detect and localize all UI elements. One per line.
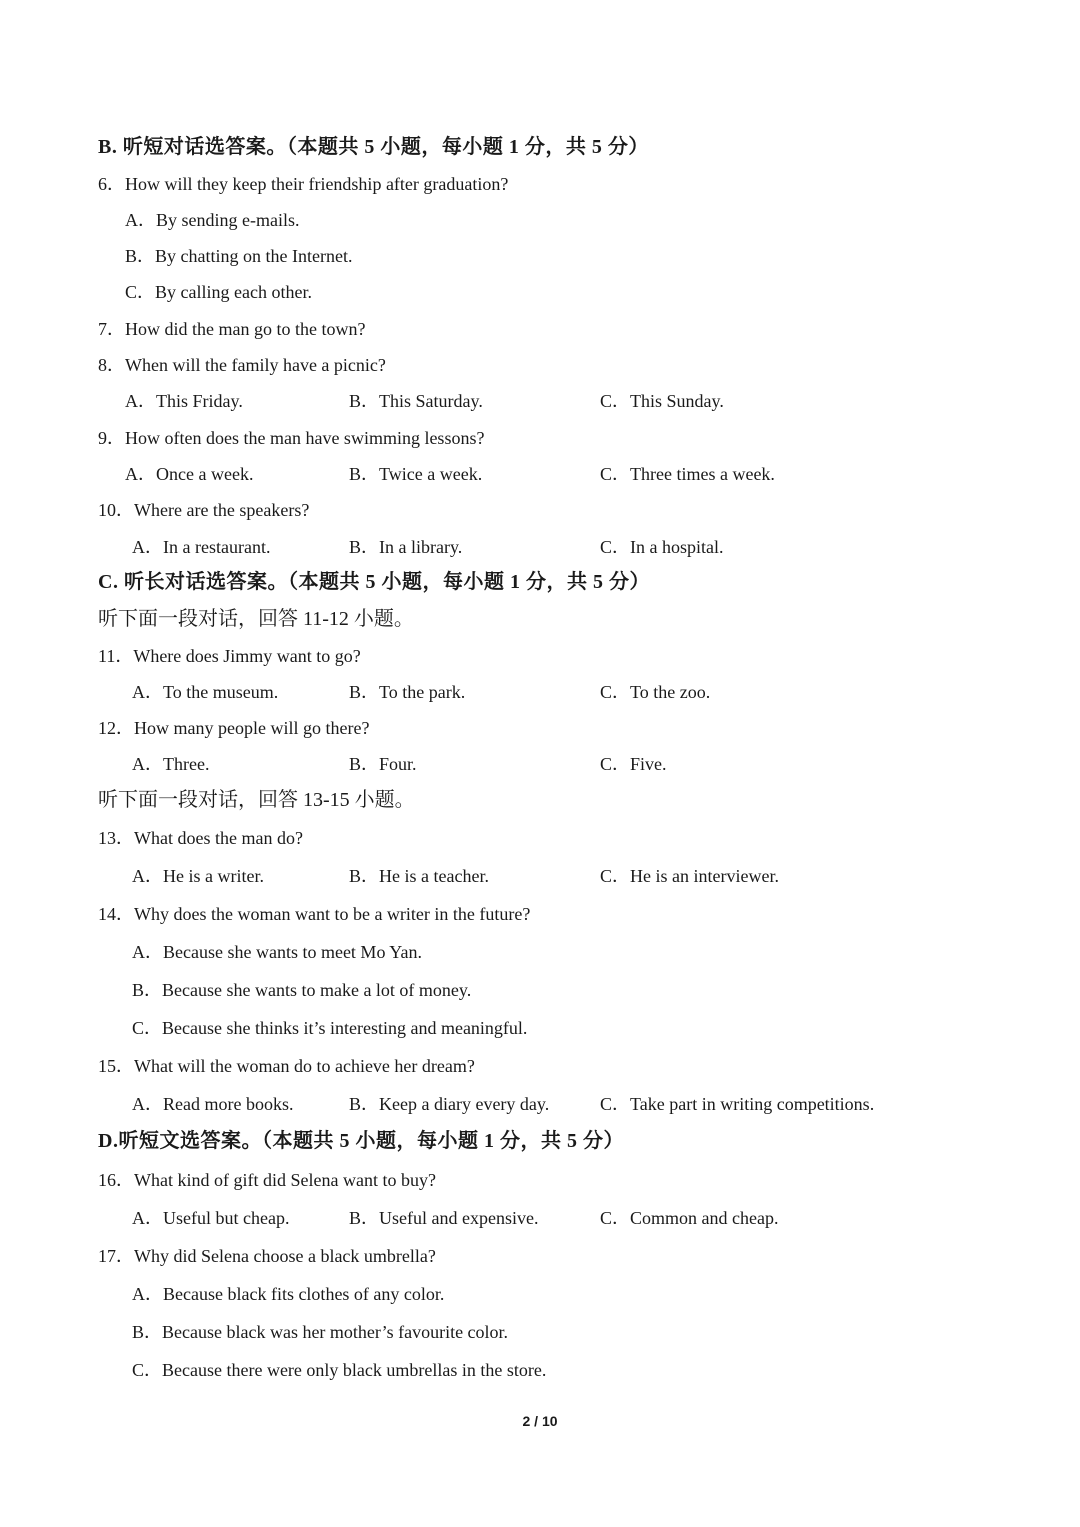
question-13: 13．What does the man do? <box>98 828 303 848</box>
q10-option-a: A．In a restaurant. <box>132 537 271 557</box>
question-17: 17．Why did Selena choose a black umbrella? <box>98 1246 436 1266</box>
q13-option-c: C．He is an interviewer. <box>600 866 779 886</box>
q12-option-b: B．Four. <box>349 754 417 774</box>
section-c-heading: C. 听长对话选答案。（本题共 5 小题，每小题 1 分，共 5 分） <box>98 571 650 593</box>
q16-option-a: A．Useful but cheap. <box>132 1208 290 1228</box>
dialogue-note-1: 听下面一段对话，回答 11-12 小题。 <box>98 608 414 630</box>
q17-option-c: C．Because there were only black umbrellas in the store. <box>132 1360 547 1380</box>
q17-option-a: A．Because black fits clothes of any color. <box>132 1284 445 1304</box>
q11-option-b: B．To the park. <box>349 682 466 702</box>
q16-option-b: B．Useful and expensive. <box>349 1208 539 1228</box>
q6-option-a: A．By sending e-mails. <box>125 210 300 230</box>
q13-option-a: A．He is a writer. <box>132 866 264 886</box>
q11-option-c: C．To the zoo. <box>600 682 711 702</box>
dialogue-note-2: 听下面一段对话，回答 13-15 小题。 <box>98 789 415 811</box>
q10-option-b: B．In a library. <box>349 537 463 557</box>
q12-option-a: A．Three. <box>132 754 210 774</box>
q16-option-c: C．Common and cheap. <box>600 1208 779 1228</box>
q10-option-c: C．In a hospital. <box>600 537 724 557</box>
q9-option-c: C．Three times a week. <box>600 464 775 484</box>
question-7: 7．How did the man go to the town? <box>98 319 366 339</box>
q15-option-c: C．Take part in writing competitions. <box>600 1094 875 1114</box>
q6-option-b: B．By chatting on the Internet. <box>125 246 353 266</box>
question-16: 16．What kind of gift did Selena want to buy? <box>98 1170 436 1190</box>
page-number: 2 / 10 <box>522 1413 558 1429</box>
section-d-heading: D.听短文选答案。（本题共 5 小题，每小题 1 分，共 5 分） <box>98 1130 624 1152</box>
q6-option-c: C．By calling each other. <box>125 282 312 302</box>
q9-option-b: B．Twice a week. <box>349 464 483 484</box>
q17-option-b: B．Because black was her mother’s favourite color. <box>132 1322 509 1342</box>
question-11: 11．Where does Jimmy want to go? <box>98 646 361 666</box>
question-8: 8．When will the family have a picnic? <box>98 355 386 375</box>
q12-option-c: C．Five. <box>600 754 667 774</box>
q8-option-b: B．This Saturday. <box>349 391 483 411</box>
q8-option-c: C．This Sunday. <box>600 391 724 411</box>
question-14: 14．Why does the woman want to be a writer in the future? <box>98 904 531 924</box>
q13-option-b: B．He is a teacher. <box>349 866 489 886</box>
q8-option-a: A．This Friday. <box>125 391 243 411</box>
q14-option-b: B．Because she wants to make a lot of money. <box>132 980 472 1000</box>
q14-option-c: C．Because she thinks it’s interesting and meaningful. <box>132 1018 528 1038</box>
q15-option-b: B．Keep a diary every day. <box>349 1094 550 1114</box>
q14-option-a: A．Because she wants to meet Mo Yan. <box>132 942 422 962</box>
question-9: 9．How often does the man have swimming lessons? <box>98 428 485 448</box>
section-b-heading: B. 听短对话选答案。（本题共 5 小题，每小题 1 分，共 5 分） <box>98 136 649 158</box>
q9-option-a: A．Once a week. <box>125 464 254 484</box>
question-15: 15．What will the woman do to achieve her dream? <box>98 1056 475 1076</box>
question-12: 12．How many people will go there? <box>98 718 370 738</box>
q15-option-a: A．Read more books. <box>132 1094 294 1114</box>
question-6: 6．How will they keep their friendship after graduation? <box>98 174 509 194</box>
q11-option-a: A．To the museum. <box>132 682 279 702</box>
question-10: 10．Where are the speakers? <box>98 500 310 520</box>
